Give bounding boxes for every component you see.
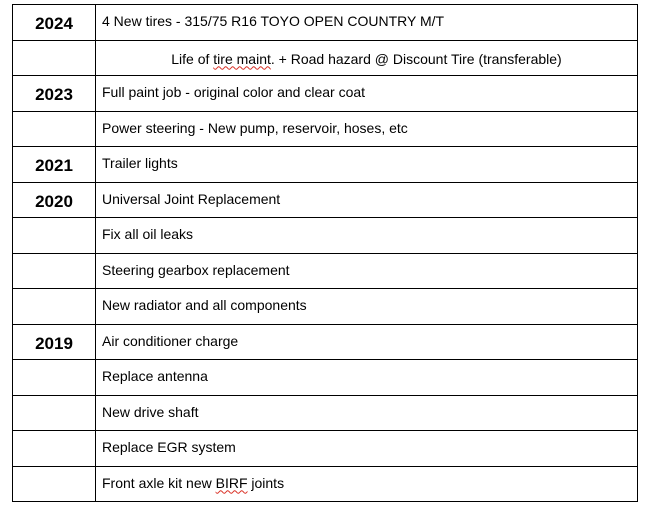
- table-row: [13, 253, 638, 289]
- table-row: [13, 147, 638, 183]
- description-cell[interactable]: Replace antenna: [96, 360, 638, 396]
- table-row: [13, 289, 638, 325]
- year-cell[interactable]: [13, 40, 96, 76]
- table-row: [13, 111, 638, 147]
- description-cell[interactable]: Full paint job - original color and clear coat: [96, 76, 638, 112]
- description-text: Life of: [171, 50, 214, 67]
- year-cell[interactable]: [13, 431, 96, 467]
- maintenance-table: [12, 4, 638, 502]
- year-cell[interactable]: [13, 218, 96, 254]
- year-cell[interactable]: 2020: [13, 182, 96, 218]
- description-text: . + Road hazard @ Discount Tire (transferable): [270, 50, 562, 67]
- year-cell[interactable]: 2019: [13, 324, 96, 360]
- description-text: Front axle kit new: [102, 474, 216, 491]
- description-cell[interactable]: Trailer lights: [96, 147, 638, 183]
- table-row: [13, 395, 638, 431]
- description-cell[interactable]: New radiator and all components: [96, 289, 638, 325]
- year-cell[interactable]: [13, 360, 96, 396]
- table-row: [13, 360, 638, 396]
- description-cell[interactable]: Power steering - New pump, reservoir, hoses, etc: [96, 111, 638, 147]
- year-cell[interactable]: [13, 289, 96, 325]
- description-text: joints: [247, 474, 285, 491]
- description-cell[interactable]: [96, 466, 638, 502]
- table-row: [13, 40, 638, 76]
- description-cell[interactable]: Air conditioner charge: [96, 324, 638, 360]
- year-cell[interactable]: [13, 111, 96, 147]
- table-row: [13, 182, 638, 218]
- year-cell[interactable]: [13, 466, 96, 502]
- description-cell[interactable]: Universal Joint Replacement: [96, 182, 638, 218]
- description-cell[interactable]: 4 New tires - 315/75 R16 TOYO OPEN COUNTRY M/T: [96, 5, 638, 41]
- year-cell[interactable]: 2023: [13, 76, 96, 112]
- year-cell[interactable]: [13, 253, 96, 289]
- year-cell[interactable]: [13, 395, 96, 431]
- spellcheck-flagged-text: BIRF: [215, 474, 248, 491]
- description-cell[interactable]: Steering gearbox replacement: [96, 253, 638, 289]
- table-row: [13, 324, 638, 360]
- spellcheck-flagged-text: tire maint: [213, 50, 271, 67]
- table-row: [13, 5, 638, 41]
- description-cell[interactable]: Fix all oil leaks: [96, 218, 638, 254]
- year-cell[interactable]: 2024: [13, 5, 96, 41]
- description-cell[interactable]: [96, 40, 638, 76]
- table-row: [13, 218, 638, 254]
- table-row: [13, 466, 638, 502]
- table-row: [13, 431, 638, 467]
- year-cell[interactable]: 2021: [13, 147, 96, 183]
- table-row: [13, 76, 638, 112]
- description-cell[interactable]: New drive shaft: [96, 395, 638, 431]
- description-cell[interactable]: Replace EGR system: [96, 431, 638, 467]
